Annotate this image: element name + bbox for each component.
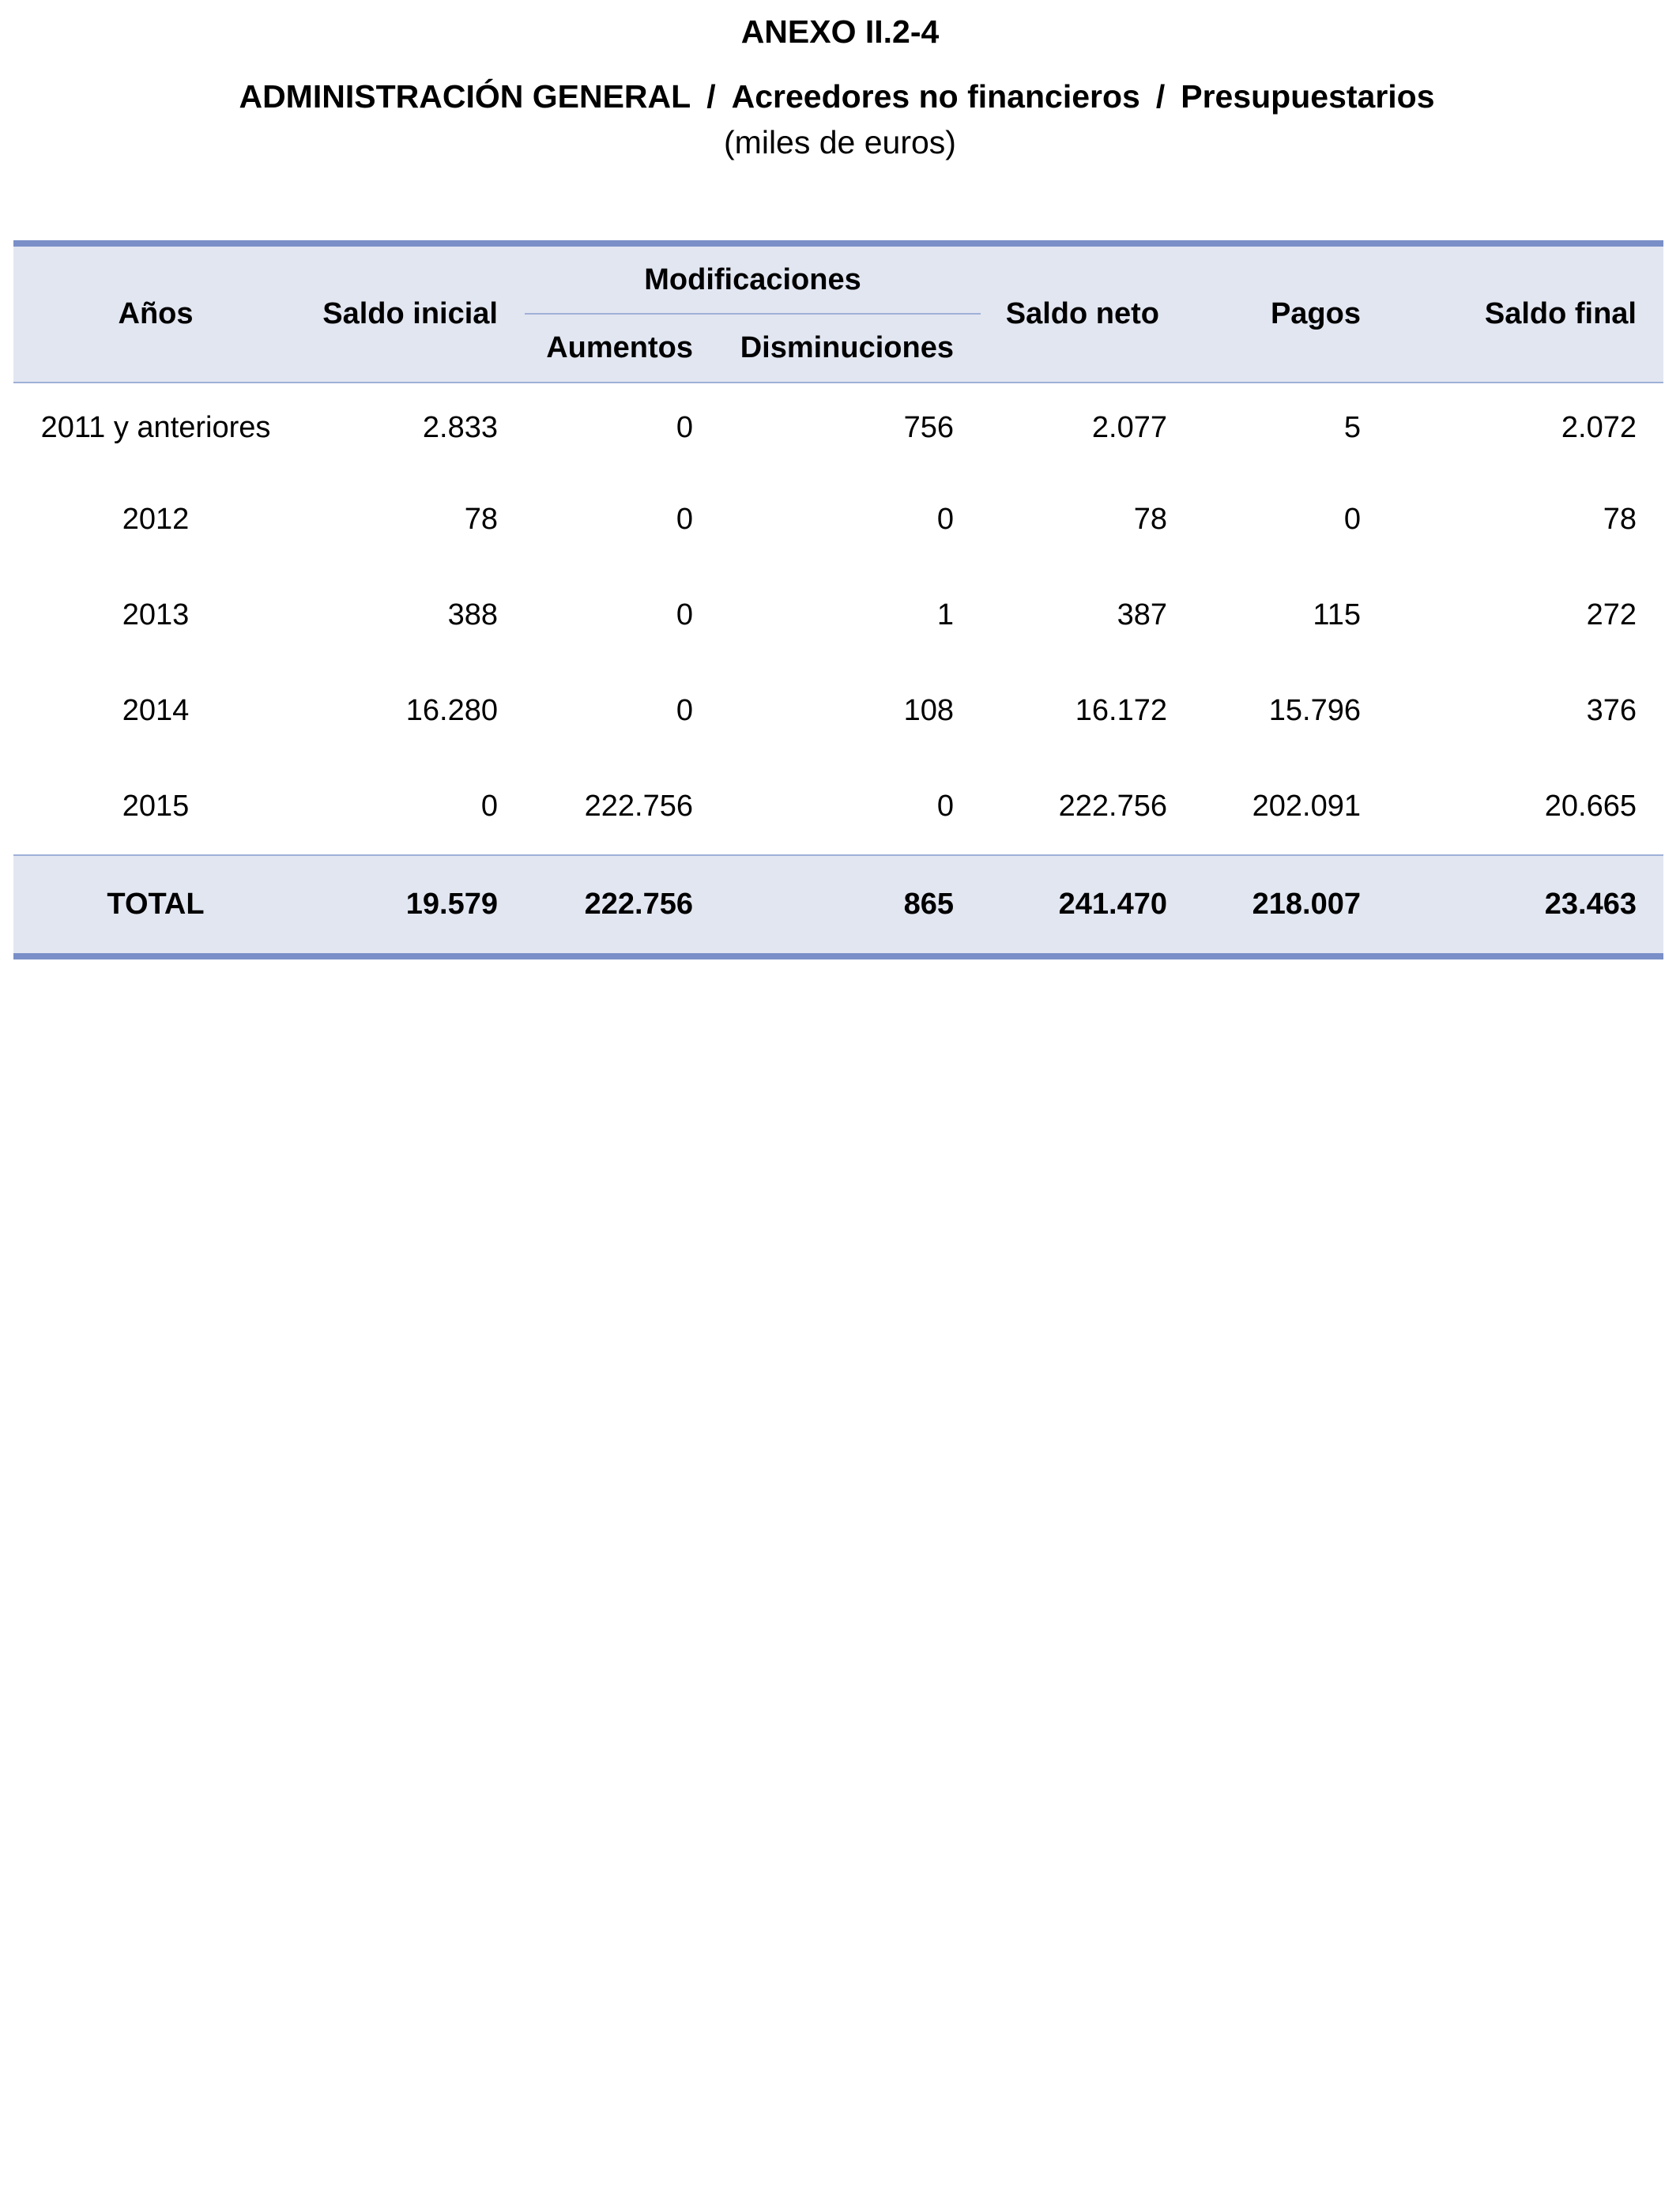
creditors-table xyxy=(13,240,1663,959)
cell-final-balance: 78 xyxy=(1603,503,1637,536)
cell-final-balance: 376 xyxy=(1586,694,1637,727)
cell-year: 2015 xyxy=(122,790,190,823)
cell-year: 2013 xyxy=(122,598,190,631)
total-label: TOTAL xyxy=(13,855,298,956)
table-footer xyxy=(13,855,1663,956)
creditors-table-container xyxy=(13,240,1663,959)
table-header xyxy=(13,243,1663,383)
cell-increases: 0 xyxy=(676,694,693,727)
subtitle-separator: / xyxy=(1155,78,1166,115)
cell-final-balance: 272 xyxy=(1586,598,1637,631)
cell-net-balance: 78 xyxy=(1133,503,1167,536)
cell-payments: 15.796 xyxy=(1268,694,1361,727)
table-row xyxy=(13,472,1663,567)
total-row xyxy=(13,855,1663,956)
total-decreases: 865 xyxy=(720,855,981,956)
total-initial-balance: 19.579 xyxy=(298,855,525,956)
total-net-balance: 241.470 xyxy=(981,855,1194,956)
table-row xyxy=(13,567,1663,663)
table-body xyxy=(13,383,1663,855)
cell-year: 2011 y anteriores xyxy=(40,410,271,444)
cell-net-balance: 222.756 xyxy=(1058,790,1167,823)
cell-payments: 115 xyxy=(1313,598,1361,631)
cell-decreases: 0 xyxy=(936,503,954,536)
cell-increases: 0 xyxy=(676,410,693,444)
total-final-balance: 23.463 xyxy=(1388,855,1663,956)
col-header-net-balance: Saldo neto xyxy=(981,243,1194,383)
subtitle-separator: / xyxy=(706,78,716,115)
cell-initial-balance: 2.833 xyxy=(422,410,498,444)
cell-payments: 0 xyxy=(1343,503,1361,536)
cell-year: 2012 xyxy=(122,503,190,536)
subtitle-entity: ADMINISTRACIÓN GENERAL xyxy=(239,78,691,115)
cell-initial-balance: 388 xyxy=(447,598,498,631)
subtitle-type: Presupuestarios xyxy=(1181,78,1435,115)
col-header-years: Años xyxy=(13,243,298,383)
subtitle-category: Acreedores no financieros xyxy=(731,78,1140,115)
cell-increases: 222.756 xyxy=(584,790,693,823)
cell-final-balance: 20.665 xyxy=(1544,790,1637,823)
cell-decreases: 756 xyxy=(903,410,954,444)
units-note: (miles de euros) xyxy=(724,124,956,160)
cell-decreases: 0 xyxy=(936,790,954,823)
cell-decreases: 108 xyxy=(903,694,954,727)
report-subtitle xyxy=(0,76,1677,117)
col-header-initial-balance: Saldo inicial xyxy=(298,243,525,383)
cell-increases: 0 xyxy=(676,598,693,631)
cell-increases: 0 xyxy=(676,503,693,536)
cell-year: 2014 xyxy=(122,694,190,727)
cell-payments: 5 xyxy=(1343,410,1361,444)
total-increases: 222.756 xyxy=(525,855,720,956)
col-header-final-balance: Saldo final xyxy=(1388,243,1663,383)
cell-payments: 202.091 xyxy=(1252,790,1361,823)
cell-net-balance: 2.077 xyxy=(1091,410,1167,444)
total-payments: 218.007 xyxy=(1194,855,1388,956)
cell-initial-balance: 78 xyxy=(464,503,498,536)
cell-decreases: 1 xyxy=(936,598,954,631)
cell-net-balance: 387 xyxy=(1117,598,1167,631)
cell-initial-balance: 0 xyxy=(480,790,498,823)
cell-initial-balance: 16.280 xyxy=(405,694,498,727)
table-row xyxy=(13,383,1663,472)
cell-net-balance: 16.172 xyxy=(1075,694,1167,727)
col-header-decreases: Disminuciones xyxy=(720,314,981,383)
col-header-payments: Pagos xyxy=(1194,243,1388,383)
col-header-modifications: Modificaciones xyxy=(525,243,981,314)
col-header-increases: Aumentos xyxy=(525,314,720,383)
cell-final-balance: 2.072 xyxy=(1561,410,1637,444)
annex-title: ANEXO II.2-4 xyxy=(740,13,940,50)
table-row xyxy=(13,759,1663,855)
table-row xyxy=(13,663,1663,759)
